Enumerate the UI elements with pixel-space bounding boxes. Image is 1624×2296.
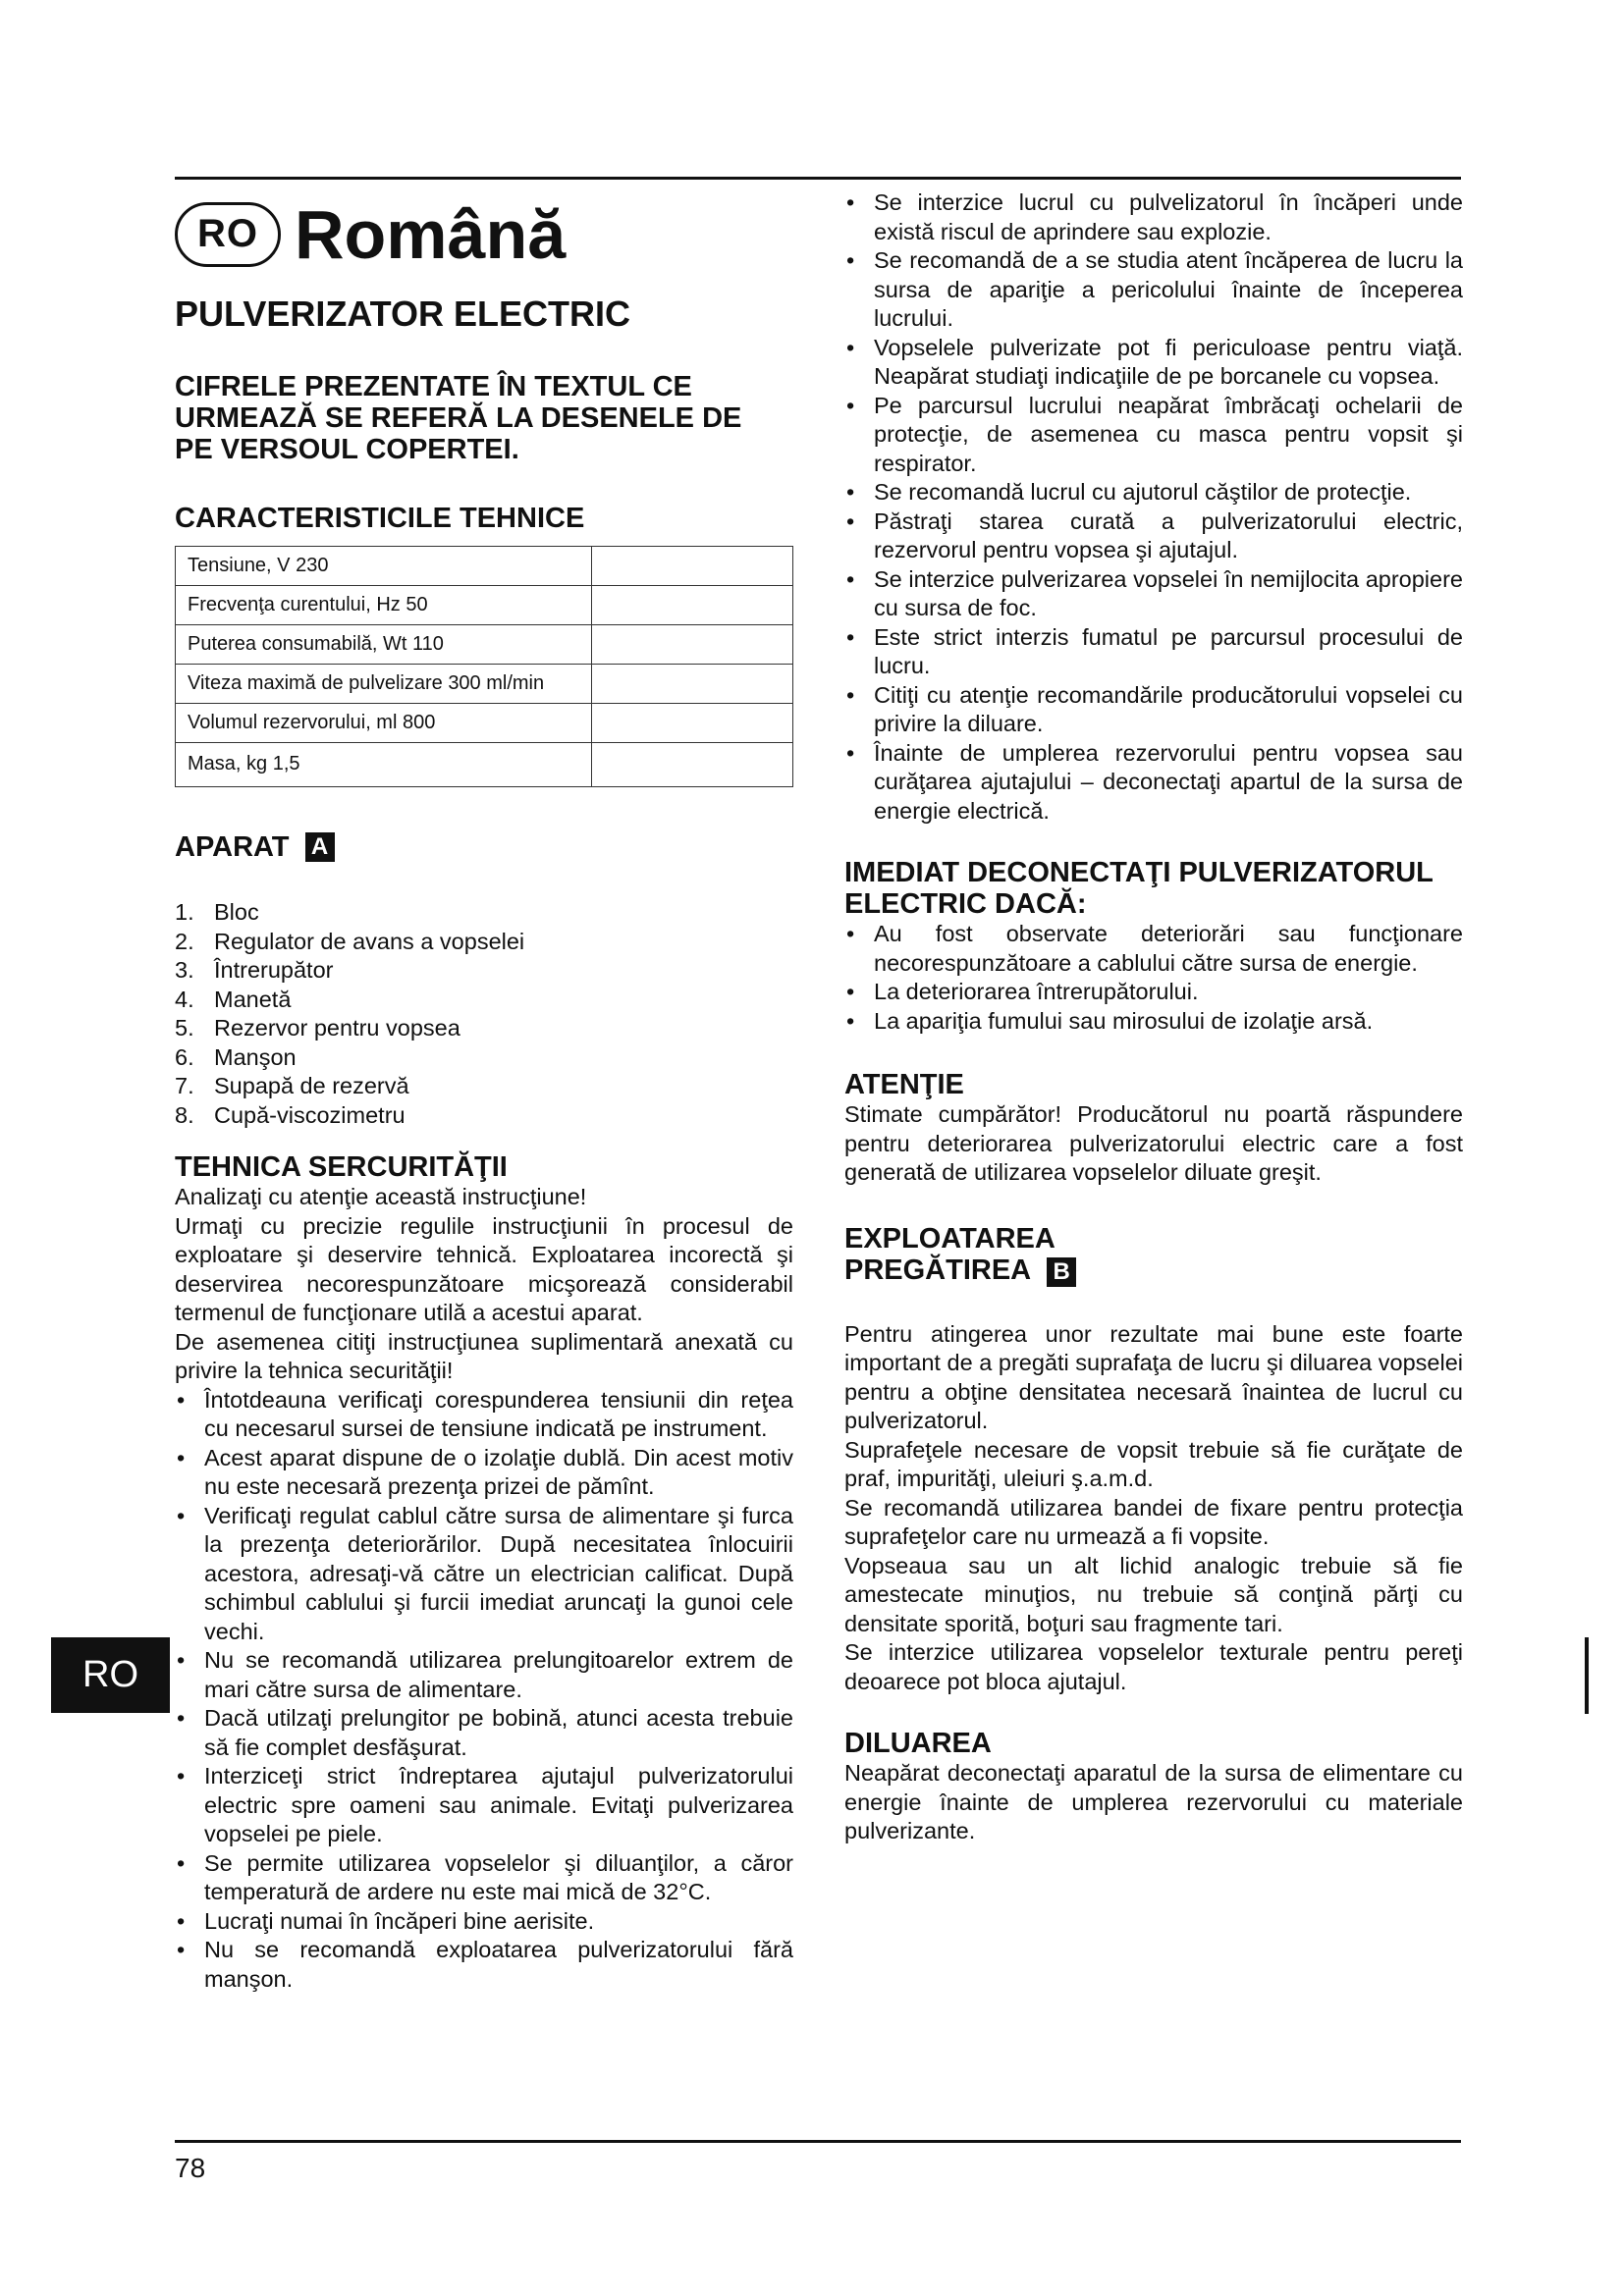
- exploatarea-heading: [844, 1223, 1463, 1287]
- list-item: [844, 392, 1463, 479]
- part-name: Întrerupător: [214, 957, 334, 983]
- bullet-icon: •: [846, 921, 855, 946]
- attention-text: Stimate cumpărător! Producătorul nu poartă răspundere pentru deteriorarea pulverizatorului electric care a fost generată de utilizarea vopselelor diluate greşit.: [844, 1101, 1463, 1185]
- part-number: 6.: [175, 1043, 194, 1070]
- list-item: [844, 478, 1463, 507]
- list-item: [175, 986, 793, 1015]
- bullet-icon: •: [177, 1705, 186, 1731]
- safety-heading: TEHNICA SERCURITĂŢII: [175, 1151, 508, 1183]
- spec-label: Tensiune, V 230: [176, 547, 592, 586]
- part-number: 7.: [175, 1073, 194, 1098]
- bullet-icon: •: [177, 1386, 186, 1413]
- exploatarea-paragraph: Suprafeţele necesare de vopsit trebuie să fie curăţate de praf, impurităţi, uleiuri ş.a.m.d.: [844, 1436, 1463, 1491]
- intro-heading: [175, 371, 793, 465]
- list-item: [844, 1007, 1463, 1037]
- part-number: 2.: [175, 928, 194, 954]
- safety-intro: Analizaţi cu atenţie această instrucţiune!: [175, 1184, 587, 1209]
- part-number: 4.: [175, 986, 194, 1012]
- bullet-icon: •: [177, 1849, 186, 1876]
- bullet-text: Întotdeauna verificaţi corespunderea tensiunii din reţea cu necesarul sursei de tensiune indicată pe instrument.: [204, 1386, 793, 1441]
- bullet-text: Se recomandă de a se studia atent încăperea de lucru la sursa de apariţie a pericolului înainte de începerea lucrului.: [874, 247, 1463, 331]
- intro-heading-line: CIFRELE PREZENTATE ÎN TEXTUL CE: [175, 371, 692, 402]
- list-item: [175, 1849, 793, 1907]
- bullet-text: Este strict interzis fumatul pe parcursul procesului de lucru.: [874, 623, 1463, 678]
- bullet-text: Pe parcursul lucrului neapărat îmbrăcaţi ochelarii de protecţie, de asemenea cu masca pentru vopsit şi respirator.: [874, 392, 1463, 476]
- top-rule: [175, 177, 1461, 180]
- list-item: [844, 246, 1463, 334]
- aparat-heading: [175, 831, 793, 863]
- disconnect-heading: [844, 857, 1463, 920]
- part-number: 3.: [175, 957, 194, 983]
- exploatarea-paragraph: Vopseaua sau un alt lichid analogic trebuie să fie amestecate minuţios, nu trebuie să conţină părţi cu densitate sporită, boţuri sau fragmente tari.: [844, 1552, 1463, 1636]
- bullet-text: La apariţia fumului sau mirosului de izolaţie arsă.: [874, 1007, 1374, 1034]
- exploatarea-paragraph: Pentru atingerea unor rezultate mai bune este foarte important de a pregăti suprafaţa de lucru şi diluarea vopselei pentru a obţine densitatea necesară înaintea de lucrul cu pulverizatorul.: [844, 1320, 1463, 1433]
- bullet-icon: •: [846, 979, 855, 1004]
- safety-bullets-right: [844, 188, 1463, 826]
- disconnect-bullets: [844, 920, 1463, 1036]
- part-name: Bloc: [214, 899, 259, 925]
- document-title: PULVERIZATOR ELECTRIC: [175, 294, 631, 334]
- bullet-text: Înainte de umplerea rezervorului pentru vopsea sau curăţarea ajutajului – deconectaţi apartul de la sursa de energie electrică.: [874, 739, 1463, 824]
- safety-bullets-left: [175, 1386, 793, 1995]
- list-item: [175, 1502, 793, 1647]
- pregatirea-title-row: [844, 1255, 1463, 1287]
- language-code-badge: RO: [175, 202, 281, 267]
- bullet-icon: •: [177, 1502, 186, 1528]
- part-name: Cupă-viscozimetru: [214, 1101, 406, 1128]
- side-marker: [1585, 1637, 1589, 1714]
- language-side-tab: RO: [51, 1637, 170, 1713]
- bullet-text: Interziceţi strict îndreptarea ajutajul pulverizatorului electric spre oameni sau animale. Evitaţi pulverizarea vopselei pe piele.: [204, 1763, 793, 1846]
- part-name: Manetă: [214, 986, 292, 1012]
- bullet-text: Se permite utilizarea vopselelor şi diluanţilor, a căror temperatură de ardere nu este mai mică de 32°C.: [204, 1849, 793, 1904]
- bullet-text: Nu se recomandă utilizarea prelungitoarelor extrem de mari către sursa de alimentare.: [204, 1647, 793, 1702]
- right-column: [844, 188, 1463, 1846]
- list-item: [844, 681, 1463, 739]
- list-item: [175, 1704, 793, 1762]
- bullet-icon: •: [846, 247, 855, 273]
- diluarea-text: Neapărat deconectaţi aparatul de la sursa de elimentare cu energie înainte de umplerea rezervorului cu materiale pulverizante.: [844, 1760, 1463, 1843]
- spec-label: Volumul rezervorului, ml 800: [176, 704, 592, 743]
- table-row: [176, 743, 793, 787]
- bullet-text: Se interzice lucrul cu pulvelizatorul în încăperi unde există riscul de aprindere sau explozie.: [874, 189, 1463, 244]
- bullet-text: Dacă utilzaţi prelungitor pe bobină, atunci acesta trebuie să fie complet desfăşurat.: [204, 1705, 793, 1760]
- intro-heading-line: PE VERSOUL COPERTEI.: [175, 434, 519, 465]
- part-name: Regulator de avans a vopselei: [214, 928, 525, 954]
- bullet-icon: •: [846, 681, 855, 708]
- list-item: [175, 1936, 793, 1994]
- list-item: [844, 920, 1463, 978]
- bullet-text: Citiţi cu atenţie recomandările producătorului vopselei cu privire la diluare.: [874, 681, 1463, 736]
- list-item: [844, 978, 1463, 1007]
- safety-paragraph: Urmaţi cu precizie regulile instrucţiunii în procesul de exploatare şi deservire tehnică. Exploatarea incorectă şi deservirea necorespunzătoare micşorează considerabil termenul de funcţionare utilă a acestui aparat.: [175, 1212, 793, 1325]
- attention-heading: ATENŢIE: [844, 1069, 964, 1100]
- bullet-text: Se recomandă lucrul cu ajutorul căştilor de protecţie.: [874, 479, 1412, 505]
- list-item: [175, 1762, 793, 1849]
- list-item: [844, 739, 1463, 827]
- list-item: [175, 1907, 793, 1937]
- bullet-icon: •: [846, 392, 855, 418]
- list-item: [844, 507, 1463, 565]
- part-number: 8.: [175, 1101, 194, 1128]
- specs-table: [175, 546, 793, 787]
- bullet-icon: •: [846, 507, 855, 534]
- bullet-icon: •: [846, 189, 855, 215]
- figure-badge-a: A: [305, 832, 335, 862]
- intro-heading-line: URMEAZĂ SE REFERĂ LA DESENELE DE: [175, 402, 742, 434]
- list-item: [175, 898, 793, 928]
- part-name: Rezervor pentru vopsea: [214, 1015, 460, 1041]
- bullet-icon: •: [177, 1647, 186, 1673]
- disconnect-heading-line: IMEDIAT DECONECTAŢI PULVERIZATORUL: [844, 857, 1434, 888]
- bullet-text: La deteriorarea întrerupătorului.: [874, 979, 1199, 1004]
- list-item: [175, 1014, 793, 1043]
- bullet-icon: •: [846, 565, 855, 592]
- spec-value: [592, 625, 793, 665]
- figure-badge-b: B: [1047, 1257, 1076, 1287]
- table-row: [176, 586, 793, 625]
- table-row: [176, 704, 793, 743]
- list-item: [175, 1646, 793, 1704]
- list-item: [844, 188, 1463, 246]
- part-name: Manşon: [214, 1043, 297, 1070]
- safety-paragraph: De asemenea citiţi instrucţiunea suplimentară anexată cu privire la tehnica securităţii!: [175, 1328, 793, 1383]
- list-item: [175, 1386, 793, 1444]
- exploatarea-paragraph: Se interzice utilizarea vopselelor texturale pentru pereţi deoarece pot bloca ajutajul.: [844, 1639, 1463, 1694]
- list-item: [844, 623, 1463, 681]
- exploatarea-paragraph: Se recomandă utilizarea bandei de fixare pentru protecţia suprafeţelor care nu urmează a fi vopsite.: [844, 1494, 1463, 1549]
- table-row: [176, 547, 793, 586]
- list-item: [175, 928, 793, 957]
- part-number: 1.: [175, 899, 194, 925]
- list-item: [844, 565, 1463, 623]
- bullet-icon: •: [846, 334, 855, 360]
- aparat-heading-text: APARAT: [175, 831, 290, 863]
- bullet-text: Vopselele pulverizate pot fi periculoase pentru viaţă. Neapărat studiaţi indicaţiile de pe borcanele cu vopsea.: [874, 334, 1463, 389]
- table-row: [176, 625, 793, 665]
- left-column: [175, 187, 793, 1994]
- bullet-text: Nu se recomandă exploatarea pulverizatorului fără manşon.: [204, 1937, 793, 1992]
- disconnect-heading-line: ELECTRIC DACĂ:: [844, 888, 1087, 920]
- part-name: Supapă de rezervă: [214, 1073, 409, 1098]
- bullet-icon: •: [846, 479, 855, 505]
- spec-value: [592, 665, 793, 704]
- bullet-icon: •: [846, 623, 855, 650]
- spec-value: [592, 743, 793, 787]
- spec-label: Frecvenţa curentului, Hz 50: [176, 586, 592, 625]
- spec-value: [592, 586, 793, 625]
- part-number: 5.: [175, 1015, 194, 1041]
- bullet-icon: •: [177, 1937, 186, 1962]
- table-row: [176, 665, 793, 704]
- list-item: [844, 334, 1463, 392]
- spec-label: Puterea consumabilă, Wt 110: [176, 625, 592, 665]
- specs-heading: CARACTERISTICILE TEHNICE: [175, 503, 585, 534]
- list-item: [175, 956, 793, 986]
- bullet-icon: •: [846, 739, 855, 766]
- bottom-rule: [175, 2140, 1461, 2143]
- spec-label: Viteza maximă de pulvelizare 300 ml/min: [176, 665, 592, 704]
- pregatirea-title: PREGĂTIREA: [844, 1254, 1032, 1286]
- bullet-text: Au fost observate deteriorări sau funcţionare necorespunzătoare a cablului către sursa de energie.: [874, 921, 1463, 976]
- diluarea-heading: DILUAREA: [844, 1728, 992, 1759]
- bullet-text: Păstraţi starea curată a pulverizatorului electric, rezervorul pentru vopsea şi ajutajul.: [874, 507, 1463, 562]
- bullet-text: Acest aparat dispune de o izolaţie dublă. Din acest motiv nu este necesară prezenţa prizei de pămînt.: [204, 1444, 793, 1499]
- bullet-icon: •: [177, 1444, 186, 1470]
- exploatarea-title: EXPLOATAREA: [844, 1222, 1056, 1255]
- parts-list: [175, 898, 793, 1130]
- bullet-text: Lucraţi numai în încăperi bine aerisite.: [204, 1907, 595, 1934]
- exploatarea-body: [844, 1320, 1463, 1697]
- bullet-text: Verificaţi regulat cablul către sursa de alimentare şi furca la prezenţa deteriorărilor. După necesitatea înlocuirii acestora, adresaţi-vă către un electrician calificat. După schimbul cablului şi furcii imediat aruncaţi la gunoi cele vechi.: [204, 1502, 793, 1644]
- spec-value: [592, 547, 793, 586]
- page-number: 78: [175, 2153, 206, 2183]
- bullet-icon: •: [177, 1763, 186, 1789]
- spec-label: Masa, kg 1,5: [176, 743, 592, 787]
- list-item: [175, 1444, 793, 1502]
- bullet-icon: •: [846, 1007, 855, 1034]
- list-item: [175, 1101, 793, 1131]
- list-item: [175, 1072, 793, 1101]
- bullet-icon: •: [177, 1907, 186, 1934]
- language-title: Română: [295, 196, 567, 273]
- spec-value: [592, 704, 793, 743]
- language-header: [175, 198, 793, 271]
- list-item: [175, 1043, 793, 1073]
- bullet-text: Se interzice pulverizarea vopselei în nemijlocita apropiere cu sursa de foc.: [874, 565, 1463, 620]
